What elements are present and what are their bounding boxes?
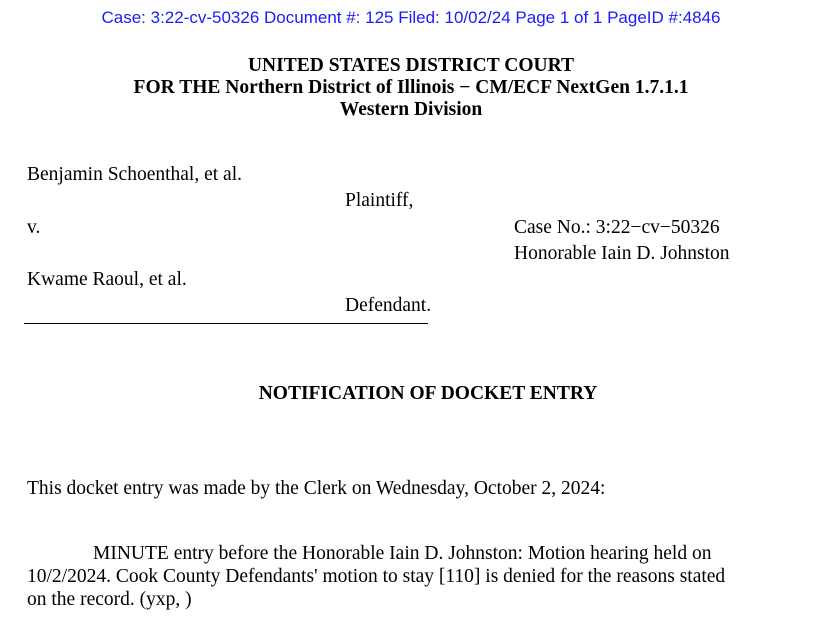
minute-entry-line: on the record. (yxp, ) [27, 589, 192, 610]
court-district: FOR THE Northern District of Illinois − CM/ECF NextGen 1.7.1.1 [133, 77, 689, 98]
plaintiff-name: Benjamin Schoenthal, et al. [27, 164, 242, 185]
court-header [0, 55, 822, 121]
docket-intro: This docket entry was made by the Clerk on Wednesday, October 2, 2024: [27, 478, 606, 499]
caption-divider [24, 323, 428, 324]
minute-entry-line: MINUTE entry before the Honorable Iain D. Johnston: Motion hearing held on [93, 543, 712, 564]
filing-stamp: Case: 3:22-cv-50326 Document #: 125 Filed: 10/02/24 Page 1 of 1 PageID #:4846 [101, 8, 721, 27]
defendant-role: Defendant. [345, 295, 432, 316]
defendant-name: Kwame Raoul, et al. [27, 269, 187, 290]
court-division: Western Division [339, 99, 483, 120]
plaintiff-role: Plaintiff, [345, 190, 414, 211]
court-name: UNITED STATES DISTRICT COURT [247, 55, 575, 76]
judge-name: Honorable Iain D. Johnston [514, 243, 730, 264]
minute-entry [27, 542, 822, 611]
minute-entry-line: 10/2/2024. Cook County Defendants' motion to stay [110] is denied for the reasons stated [27, 566, 726, 587]
versus-label: v. [27, 217, 41, 238]
notice-title: NOTIFICATION OF DOCKET ENTRY [258, 383, 598, 404]
case-number: Case No.: 3:22−cv−50326 [514, 217, 720, 238]
